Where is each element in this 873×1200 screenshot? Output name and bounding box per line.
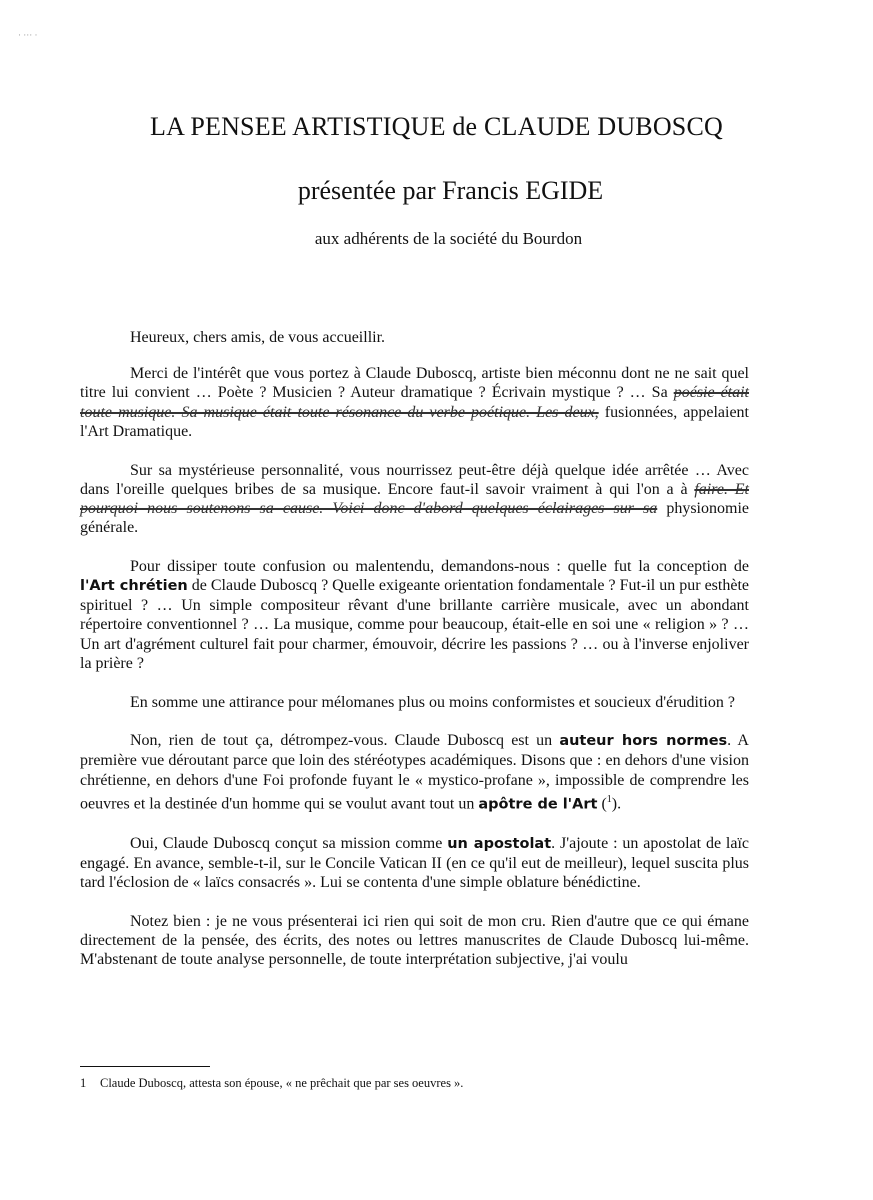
paragraph-author: Non, rien de tout ça, détrompez-vous. Claude Duboscq est un auteur hors normes. A première vue déroutant parce que loin des stéréotypes académiques. Disons que : en dehors d'une vision chrétienne, en dehors d'une Foi profonde fuyant le « mystico-profane », impossible de comprendre les oeuvres et la destinée d'un homme qui se voulut avant tout un apôtre de l'Art ($^1$). bbox=[80, 732, 749, 813]
footnote-number: 1 bbox=[80, 1076, 87, 1090]
paragraph-summary: En somme une attirance pour mélomanes plus ou moins conformistes et soucieux d'érudition ? bbox=[130, 693, 735, 711]
document-subtitle: présentée par Francis EGIDE bbox=[297, 176, 604, 205]
bold-term: apôtre de l'Art bbox=[478, 796, 598, 813]
paragraph-thanks: Merci de l'intérêt que vous portez à Claude Duboscq, artiste bien méconnu dont ne ne sait quel titre lui convient … Poète ? Musicien ? Auteur dramatique ? Écrivain mystique ? … Sa poésie était toute musique. Sa musique était toute résonance du verbe poétique. Les deux, fusionnées, appelaient l'Art Dramatique. bbox=[80, 365, 750, 440]
footnote-divider bbox=[80, 1066, 210, 1067]
scan-speck: · ··· · bbox=[18, 30, 38, 40]
paragraph-personality: Sur sa mystérieuse personnalité, vous nourrissez peut-être déjà quelque idée arrêtée … Avec dans l'oreille quelques bribes de sa musique. Encore faut-il savoir vraiment à qui l'on a à faire. Et pourquoi nous soutenons sa cause. Voici donc d'abord quelques éclairages sur sa physionomie générale. bbox=[80, 461, 750, 537]
paragraph-mission: Oui, Claude Duboscq conçut sa mission comme un apostolat. J'ajoute : un apostolat de laïc engagé. En avance, semble-t-il, sur le Concile Vatican II (en ce qu'il eut de meilleur), lequel suscita plus tard l'éclosion de « laïcs consacrés ». Lui se contenta d'une simple oblature bénédictine. bbox=[80, 834, 750, 892]
audience-line: aux adhérents de la société du Bourdon bbox=[314, 229, 583, 248]
paragraph-conception: Pour dissiper toute confusion ou malentendu, demandons-nous : quelle fut la conception de l'Art chrétien de Claude Duboscq ? Quelle exigeante orientation fondamentale ? Fut-il un pur esthète spirituel ? … Un simple compositeur rêvant d'une brillante carrière musicale, avec un abondant répertoire conventionnel ? … La musique, comme pour beaucoup, était-elle en soi une « religion » ? … Un art d'agrément culturel fait pour charmer, émouvoir, décrire les passions ? … ou à l'inverse enjoliver la prière ? bbox=[80, 557, 749, 672]
bold-term: un apostolat bbox=[447, 835, 552, 852]
paragraph-note: Notez bien : je ne vous présenterai ici rien qui soit de mon cru. Rien d'autre que ce qui émane directement de la pensée, des écrits, des notes ou lettres manuscrites de Claude Duboscq lui-même. M'abstenant de toute analyse personnelle, de toute interprétation subjective, j'ai voulu bbox=[80, 913, 749, 969]
paragraph-greeting: Heureux, chers amis, de vous accueillir. bbox=[130, 329, 386, 346]
footnote bbox=[80, 1076, 463, 1091]
footnote-reference[interactable]: 1 bbox=[606, 793, 612, 805]
footnote-text: Claude Duboscq, attesta son épouse, « ne prêchait que par ses oeuvres ». bbox=[100, 1076, 464, 1090]
struck-text: faire. Et pourquoi nous soutenons sa cause. Voici donc d'abord quelques éclairages sur sa bbox=[80, 480, 750, 517]
document-title: LA PENSEE ARTISTIQUE de CLAUDE DUBOSCQ bbox=[150, 112, 723, 141]
struck-text: poésie était toute musique. Sa musique était toute résonance du verbe poétique. Les deux, bbox=[80, 384, 750, 421]
body-text bbox=[80, 328, 749, 989]
bold-term: auteur hors normes bbox=[559, 733, 728, 750]
bold-term: l'Art chrétien bbox=[80, 578, 188, 595]
